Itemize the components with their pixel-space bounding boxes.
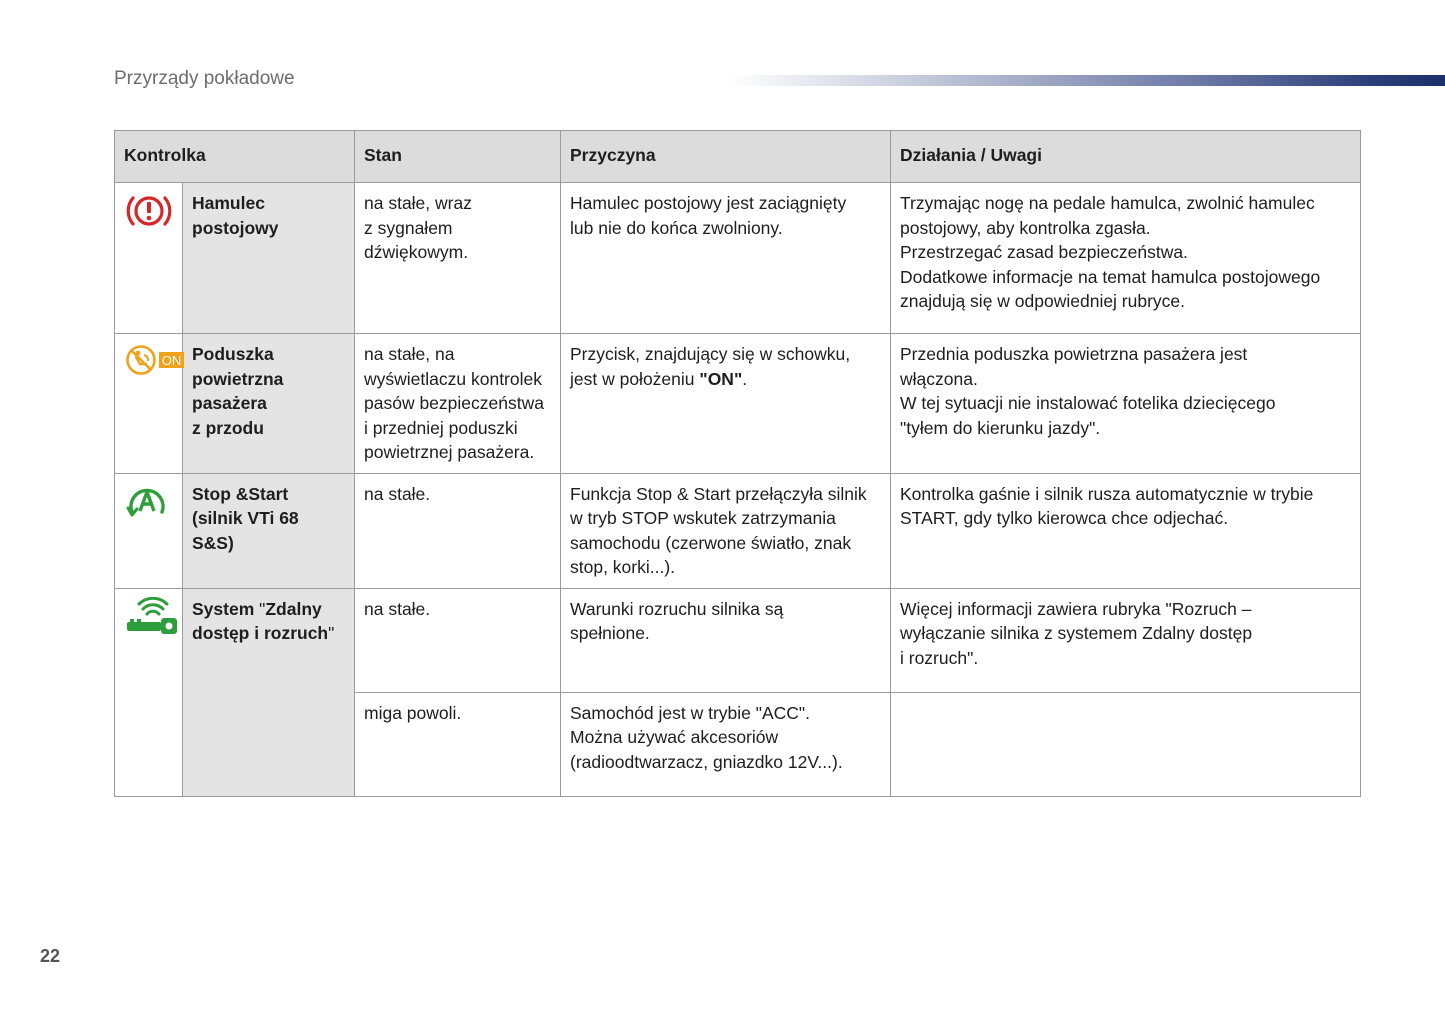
icon-cell xyxy=(115,588,183,796)
cause-cell: Funkcja Stop & Start przełączyła silnik w tryb STOP wskutek zatrzymania samochodu (czerwone światło, znak stop, korki...). xyxy=(561,473,891,588)
parking-brake-warning-icon xyxy=(124,191,174,238)
action-cell xyxy=(891,692,1361,796)
cause-cell: Hamulec postojowy jest zaciągnięty lub nie do końca zwolniony. xyxy=(561,183,891,334)
column-header-dzialania: Działania / Uwagi xyxy=(891,131,1361,183)
action-cell: Kontrolka gaśnie i silnik rusza automatycznie w trybie START, gdy tylko kierowca chce odjechać. xyxy=(891,473,1361,588)
state-cell: na stałe, na wyświetlaczu kontrolek pasów bezpieczeństwa i przedniej poduszki powietrznej pasażera. xyxy=(355,334,561,474)
table-header-row xyxy=(115,131,1361,183)
column-header-stan: Stan xyxy=(355,131,561,183)
stop-start-icon xyxy=(124,482,170,529)
warning-name: Hamulec postojowy xyxy=(183,183,355,334)
warning-lights-table xyxy=(114,130,1361,797)
page-number: 22 xyxy=(40,946,61,966)
action-cell: Trzymając nogę na pedale hamulca, zwolnić hamulec postojowy, aby kontrolka zgasła. Przestrzegać zasad bezpieczeństwa. Dodatkowe informacje na temat hamulca postojowego znajdują się w odpowiedniej rubryce. xyxy=(891,183,1361,334)
header-decorative-bar xyxy=(728,75,1445,86)
cause-cell: Warunki rozruchu silnika są spełnione. xyxy=(561,588,891,692)
airbag-on-label: ON xyxy=(161,353,182,368)
action-cell: Przednia poduszka powietrzna pasażera jest włączona. W tej sytuacji nie instalować fotelika dziecięcego "tyłem do kierunku jazdy". xyxy=(891,334,1361,474)
state-cell: na stałe. xyxy=(355,473,561,588)
passenger-airbag-on-icon xyxy=(124,342,186,385)
icon-cell xyxy=(115,183,183,334)
table-row xyxy=(115,183,1361,334)
state-cell: na stałe. xyxy=(355,588,561,692)
table-row xyxy=(115,473,1361,588)
action-cell: Więcej informacji zawiera rubryka "Rozruch – wyłączanie silnika z systemem Zdalny dostęp i rozruch". xyxy=(891,588,1361,692)
table-row xyxy=(115,334,1361,474)
column-header-przyczyna: Przyczyna xyxy=(561,131,891,183)
table-row xyxy=(115,588,1361,692)
warning-name: Stop &Start (silnik VTi 68 S&S) xyxy=(183,473,355,588)
icon-cell xyxy=(115,473,183,588)
state-cell: na stałe, wraz z sygnałem dźwiękowym. xyxy=(355,183,561,334)
icon-cell xyxy=(115,334,183,474)
warning-name: Poduszka powietrzna pasażera z przodu xyxy=(183,334,355,474)
column-header-kontrolka: Kontrolka xyxy=(115,131,355,183)
warning-name: System "Zdalny dostęp i rozruch" xyxy=(183,588,355,796)
cause-cell: Przycisk, znajdujący się w schowku, jest w położeniu "ON". xyxy=(561,334,891,474)
state-cell: miga powoli. xyxy=(355,692,561,796)
cause-cell: Samochód jest w trybie "ACC". Można używać akcesoriów (radioodtwarzacz, gniazdko 12V...). xyxy=(561,692,891,796)
section-title: Przyrządy pokładowe xyxy=(114,68,295,89)
keyless-start-icon xyxy=(124,597,182,644)
